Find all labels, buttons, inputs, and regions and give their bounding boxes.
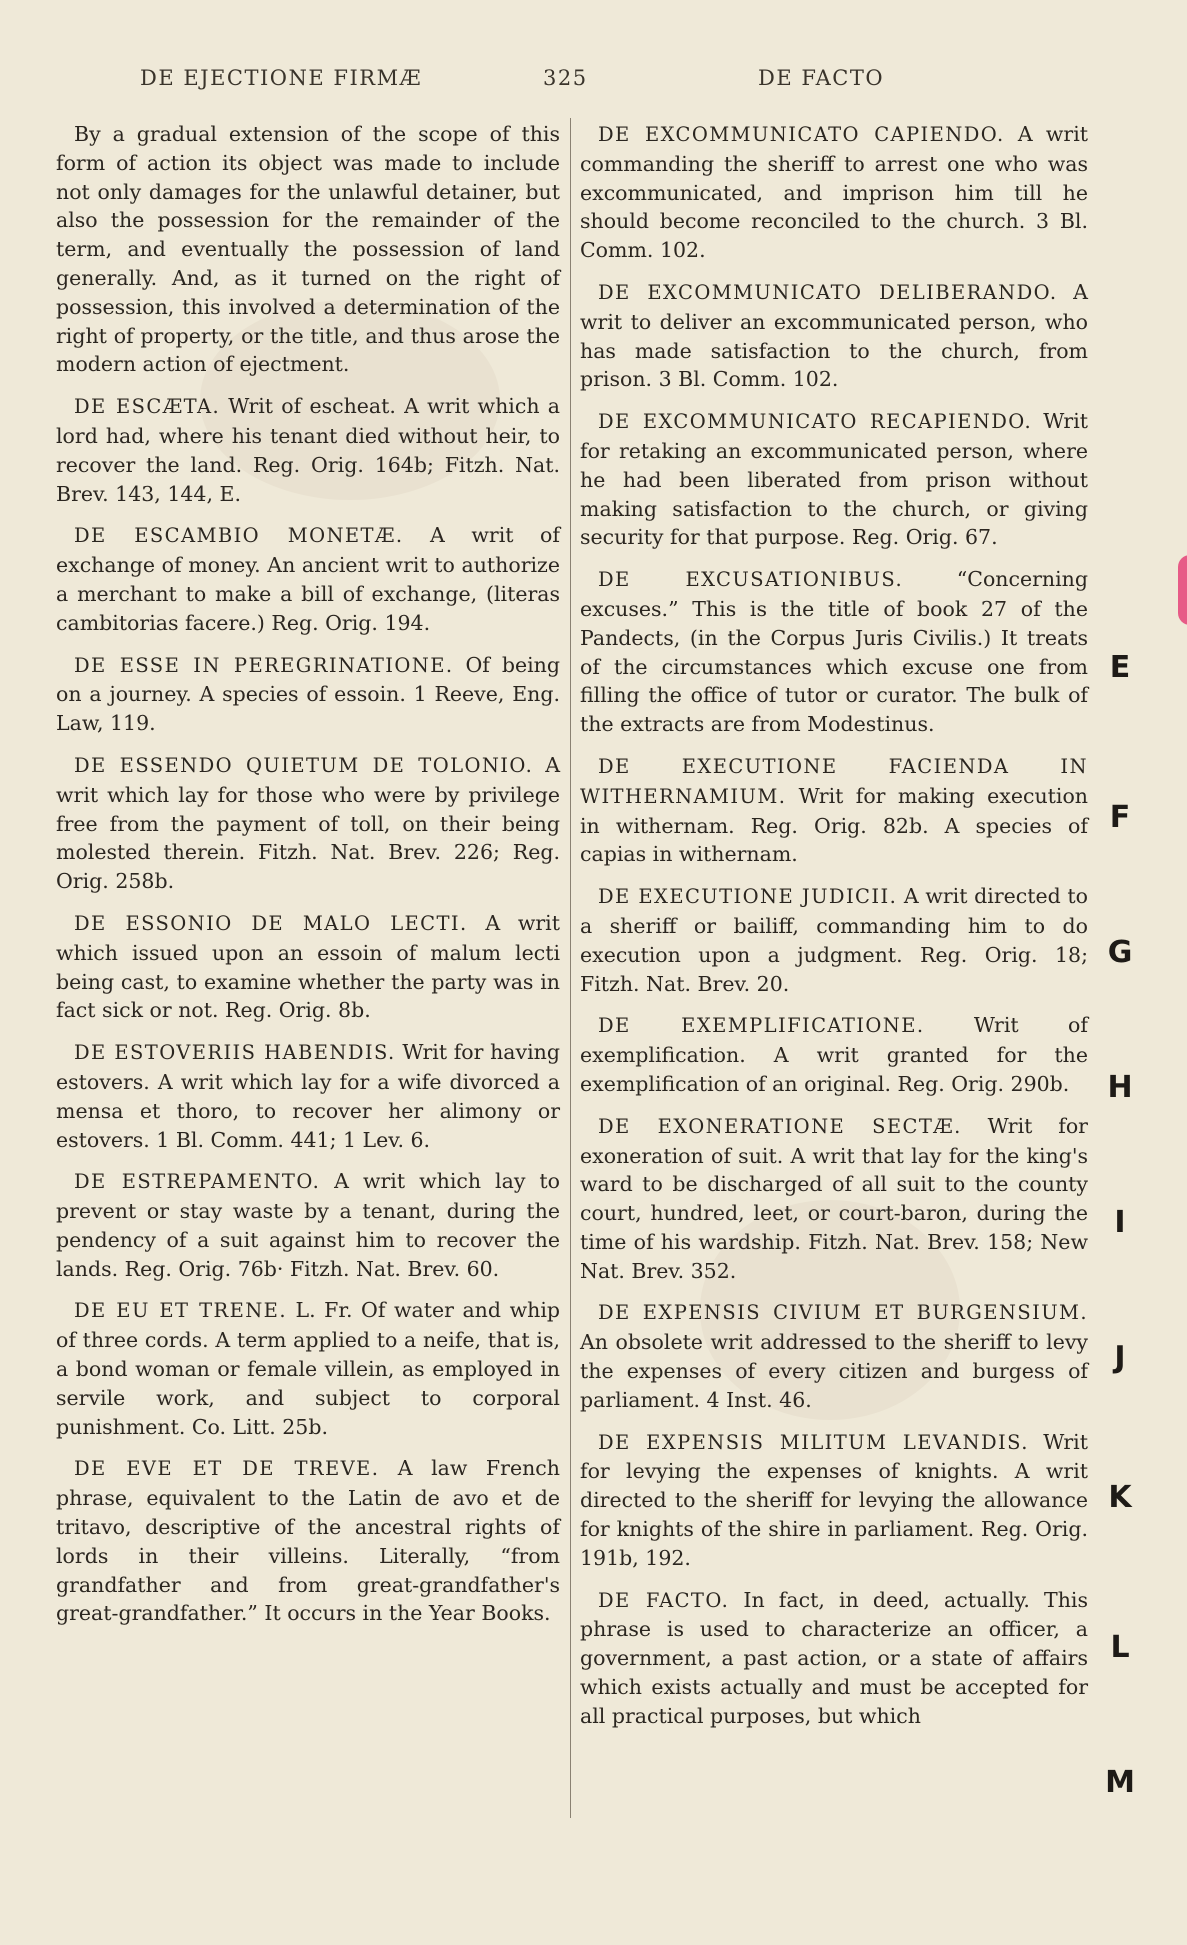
thumb-index-letter: G <box>1107 935 1133 970</box>
entry-definition: Writ of exemplification. A writ granted for the exemplification of an original. Reg. Orig. 290b. <box>580 1013 1088 1096</box>
entry-definition: An obsolete writ addressed to the sheriff to levy the expenses of every citizen and burgess of parliament. 4 Inst. 46. <box>580 1330 1088 1412</box>
dictionary-entry <box>56 120 560 379</box>
dictionary-entry <box>56 751 560 896</box>
entry-definition: A writ commanding the sheriff to arrest one who was excommunicated, and imprison him till he should become reconciled to the church. 3 Bl. Comm. 102. <box>580 122 1088 263</box>
entry-headword: DE ESCAMBIO MONETÆ. <box>74 524 404 548</box>
entry-definition: By a gradual extension of the scope of this form of action its object was made to include not only damages for the unlawful detainer, but also the possession for the remainder of the term, and eventually the possession of land generally. And, as it turned on the right of possession, this involved a determination of the right of property, or the title, and thus arose the modern action of ejectment. <box>56 122 560 377</box>
entry-headword: DE EXCOMMUNICATO CAPIENDO. <box>598 123 1005 146</box>
thumb-index-letter: F <box>1109 800 1131 835</box>
dictionary-entry <box>580 1011 1088 1098</box>
thumb-index-letter: M <box>1105 1765 1135 1800</box>
entry-headword: DE EVE ET DE TREVE. <box>74 1457 380 1481</box>
entry-definition: Writ of escheat. A writ which a lord had, where his tenant died without heir, to recover the land. Reg. Orig. 164b; Fitzh. Nat. Brev. 143, 144, E. <box>56 394 560 506</box>
entry-headword: DE ESSONIO DE MALO LECTI. <box>74 911 468 935</box>
entry-headword: DE ESSE IN PEREGRINATIONE. <box>74 653 454 677</box>
entry-headword: DE EXPENSIS CIVIUM ET BURGENSIUM. <box>598 1301 1088 1325</box>
running-head-right: DE FACTO <box>758 66 885 90</box>
thumb-index-letter: K <box>1108 1480 1132 1515</box>
entry-definition: A writ which lay to prevent or stay waste by a tenant, during the pendency of a suit against him to recover the lands. Reg. Orig. 76b· Fitzh. Nat. Brev. 60. <box>56 1169 560 1281</box>
dictionary-entry <box>56 521 560 637</box>
entry-headword: DE EXPENSIS MILITUM LEVANDIS. <box>598 1430 1029 1454</box>
entry-definition: A writ directed to a sheriff or bailiff, commanding him to do execution upon a judgment. Reg. Orig. 18; Fitzh. Nat. Brev. 20. <box>580 884 1088 996</box>
dictionary-entry <box>56 1296 560 1441</box>
dictionary-entry <box>580 407 1088 552</box>
entry-definition: L. Fr. Of water and whip of three cords. A term applied to a neife, that is, a bond woman or female villein, as employed in servile work, and subject to corporal punishment. Co. Litt. 25b. <box>56 1298 560 1439</box>
dictionary-entry <box>580 1428 1088 1573</box>
running-head-left: DE EJECTIONE FIRMÆ <box>140 66 423 90</box>
dictionary-entry <box>580 278 1088 394</box>
right-column <box>580 120 1088 1744</box>
left-column <box>56 120 560 1641</box>
entry-definition: Writ for exoneration of suit. A writ that lay for the king's ward to be discharged of all suit to the county court, hundred, leet, or court-baron, during the time of his wardship. Fitzh. Nat. Brev. 158; New Nat. Brev. 352. <box>580 1113 1088 1283</box>
running-head <box>0 66 1187 96</box>
entry-definition: “Concerning excuses.” This is the title of book 27 of the Pandects, (in the Corpus Juris Civilis.) It treats of the circumstances which excuse one from filling the office of tutor or curator. The bulk of the extracts are from Modestinus. <box>580 567 1088 737</box>
thumb-index-letter: J <box>1114 1340 1126 1375</box>
entry-headword: DE EU ET TRENE. <box>74 1299 287 1323</box>
entry-definition: A law French phrase, equivalent to the Latin de avo et de tritavo, descriptive of the ancestral rights of lords in their villeins. Literally, “from grandfather and from great-grandfather's great-grandfather.” It occurs in the Year Books. <box>56 1456 560 1626</box>
page-tab-marker <box>1178 555 1187 625</box>
dictionary-entry <box>580 120 1088 265</box>
entry-definition: A writ which issued upon an essoin of malum lecti being cast, to examine whether the party was in fact sick or not. Reg. Orig. 8b. <box>56 910 560 1023</box>
thumb-index-letter: H <box>1107 1070 1133 1105</box>
dictionary-entry <box>56 1167 560 1283</box>
page-number: 325 <box>543 66 588 90</box>
entry-headword: DE EXCUSATIONIBUS. <box>598 568 904 592</box>
entry-definition: Of being on a journey. A species of essoin. 1 Reeve, Eng. Law, 119. <box>56 652 561 736</box>
entry-headword: DE EXCOMMUNICATO RECAPIENDO. <box>598 410 1033 434</box>
thumb-index-letter: L <box>1110 1630 1130 1665</box>
dictionary-entry <box>580 1298 1088 1414</box>
entry-definition: In fact, in deed, actually. This phrase is used to characterize an officer, a government, a past action, or a state of affairs which exists actually and must be accepted for all practical purposes, but which <box>580 1587 1088 1728</box>
dictionary-entry <box>580 1112 1088 1286</box>
entry-headword: DE EXEMPLIFICATIONE. <box>598 1014 925 1038</box>
entry-headword: DE EXECUTIONE FACIENDA IN WITHERNAMIUM. <box>580 754 1088 808</box>
dictionary-entry <box>56 651 560 738</box>
entry-definition: Writ for having estovers. A writ which lay for a wife divorced a mensa et thoro, to recover her alimony or estovers. 1 Bl. Comm. 441; 1 Lev. 6. <box>56 1040 560 1152</box>
thumb-index-letter: I <box>1114 1205 1126 1240</box>
entry-headword: DE ESTOVERIIS HABENDIS. <box>74 1041 396 1065</box>
dictionary-entry <box>580 565 1088 739</box>
entry-headword: DE ESSENDO QUIETUM DE TOLONIO. <box>74 753 534 777</box>
dictionary-entry <box>56 1038 560 1154</box>
dictionary-entry <box>56 909 560 1025</box>
entry-headword: DE ESTREPAMENTO. <box>74 1170 321 1194</box>
entry-headword: DE EXONERATIONE SECTÆ. <box>598 1114 962 1138</box>
dictionary-entry <box>56 392 560 508</box>
entry-definition: A writ which lay for those who were by privilege free from the payment of toll, on their being molested therein. Fitzh. Nat. Brev. 226; Reg. Orig. 258b. <box>56 752 560 894</box>
entry-headword: DE FACTO. <box>598 1588 730 1612</box>
entry-headword: DE EXECUTIONE JUDICII. <box>598 885 898 909</box>
dictionary-entry <box>580 752 1088 869</box>
column-rule <box>570 118 571 1818</box>
thumb-index-letter: E <box>1109 650 1131 685</box>
entry-headword: DE ESCÆTA. <box>74 395 221 419</box>
entry-headword: DE EXCOMMUNICATO DELIBERANDO. <box>598 280 1058 304</box>
entry-definition: A writ to deliver an excommunicated person, who has made satisfaction to the church, from prison. 3 Bl. Comm. 102. <box>580 279 1088 392</box>
entry-definition: Writ for levying the expenses of knights. A writ directed to the sheriff for levying the allowance for knights of the shire in parliament. Reg. Orig. 191b, 192. <box>580 1429 1088 1570</box>
entry-definition: Writ for making execution in withernam. Reg. Orig. 82b. A species of capias in withernam. <box>580 783 1088 867</box>
thumb-index <box>1100 650 1160 1810</box>
entry-definition: A writ of exchange of money. An ancient writ to authorize a merchant to make a bill of exchange, (literas cambitorias facere.) Reg. Orig. 194. <box>56 523 560 635</box>
dictionary-entry <box>580 1586 1088 1731</box>
dictionary-entry <box>580 882 1088 998</box>
dictionary-entry <box>56 1454 560 1628</box>
entry-definition: Writ for retaking an excommunicated person, where he had been liberated from prison without making satisfaction to the church, or giving security for that purpose. Reg. Orig. 67. <box>580 409 1088 550</box>
